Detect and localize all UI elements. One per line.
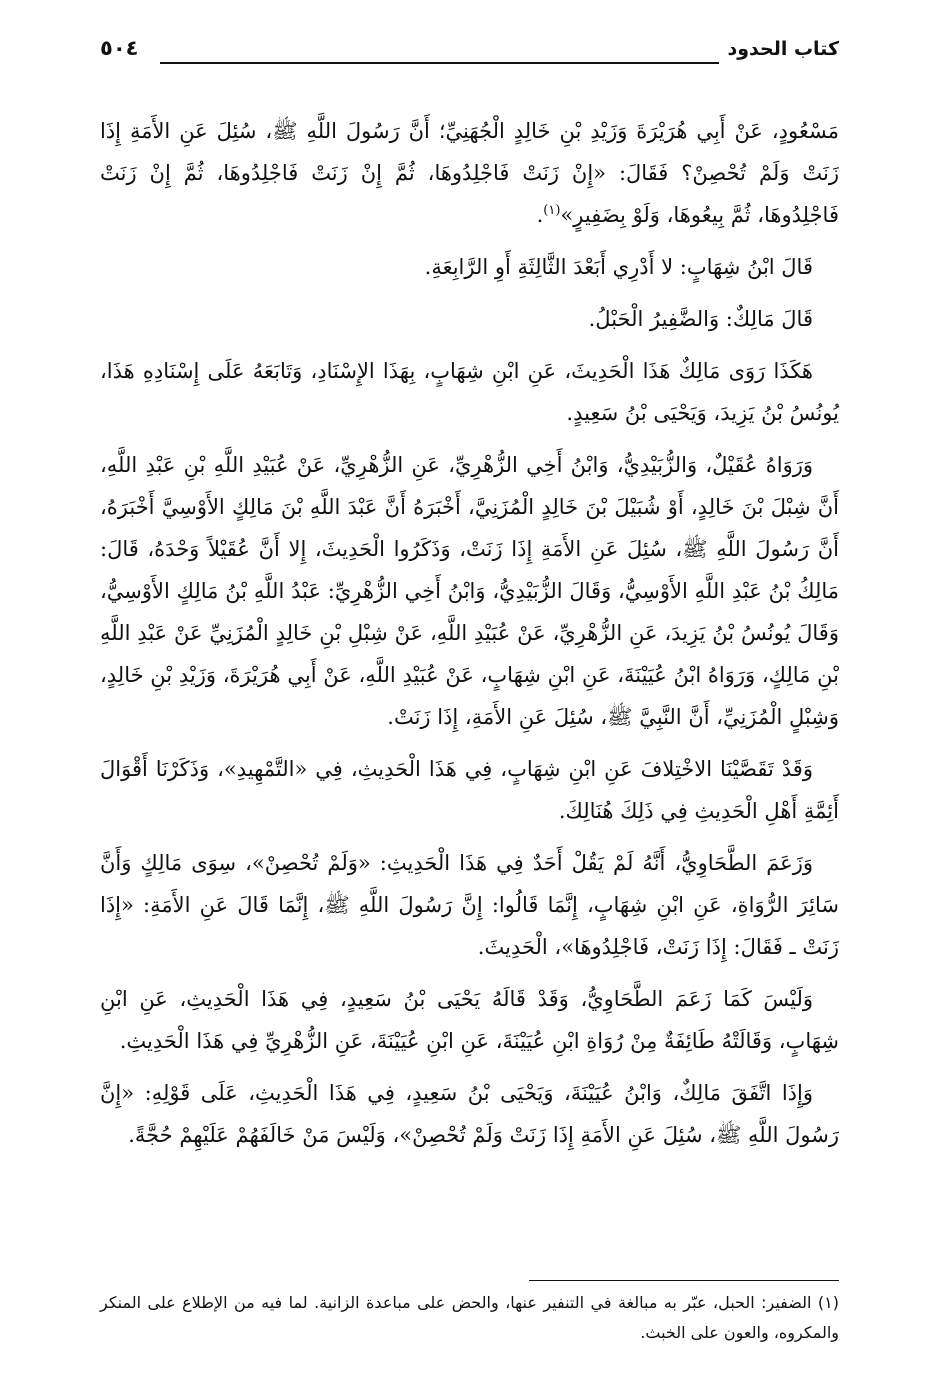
paragraph-narration: هَكَذَا رَوَى مَالِكٌ هَذَا الْحَدِيثَ، عَنِ ابْنِ شِهَابٍ، بِهَذَا الإِسْنَادِ، وَتَابَعَهُ عَلَى إِسْنَادِهِ هَذَا، يُونُسُ بْنُ يَزِيدَ، وَيَحْيَى بْنُ سَعِيدٍ. (100, 359, 839, 425)
paragraph-rebuttal: وَلَيْسَ كَمَا زَعَمَ الطَّحَاوِيُّ، وَقَدْ قَالَهُ يَحْيَى بْنُ سَعِيدٍ، فِي هَذَا الْحَدِيثِ، عَنِ ابْنِ شِهَابٍ، وَقَالَتْهُ طَائِفَةٌ مِنْ رُوَاةِ ابْنِ عُيَيْنَةَ، عَنِ ابْنِ عُيَيْنَةَ، عَنِ الزُّهْرِيِّ فِي هَذَا الْحَدِيثِ. (100, 987, 839, 1053)
book-title: كتاب الحدود (727, 38, 839, 60)
hadith-text: مَسْعُودٍ، عَنْ أَبِي هُرَيْرَةَ وَزَيْدِ بْنِ خَالِدٍ الْجُهَنِيِّ؛ أَنَّ رَسُولَ اللَّهِ ﷺ، سُئِلَ عَنِ الأَمَةِ إِذَا زَنَتْ وَلَمْ تُحْصِنْ؟ فَقَالَ: «إِنْ زَنَتْ فَاجْلِدُوهَا، ثُمَّ إِنْ زَنَتْ فَاجْلِدُوهَا، ثُمَّ إِنْ زَنَتْ فَاجْلِدُوهَا، ثُمَّ بِيعُوهَا، وَلَوْ بِضَفِيرٍ» (100, 119, 839, 227)
paragraph-ibn-shihab: قَالَ ابْنُ شِهَابٍ: لا أَدْرِي أَبَعْدَ الثَّالِثَةِ أَوِ الرَّابِعَةِ. (424, 255, 813, 279)
footnote: (١) الضفير: الحبل، عبّر به مبالغة في التنفير عنها، والحض على مباعدة الزانية. لما فيه من الإطلاع على المنكر والمكروه، والعون على الخبث. (100, 1293, 839, 1342)
footnote-reference: (١) (543, 203, 561, 218)
page-number: ٥٠٤ (100, 36, 139, 60)
running-header (100, 30, 839, 70)
paragraph-tamhid: وَقَدْ تَقَصَّيْنَا الاخْتِلافَ عَنِ ابْنِ شِهَابٍ، فِي هَذَا الْحَدِيثِ، فِي «التَّمْهِيدِ»، وَذَكَرْنَا أَقْوَالَ أَئِمَّةِ أَهْلِ الْحَدِيثِ فِي ذَلِكَ هُنَالِكَ. (100, 757, 839, 823)
main-text (100, 110, 839, 1166)
paragraph-tahawi: وَزَعَمَ الطَّحَاوِيُّ، أَنَّهُ لَمْ يَقُلْ أَحَدٌ فِي هَذَا الْحَدِيثِ: «وَلَمْ تُحْصِنْ»، سِوَى مَالِكٍ وَأَنَّ سَائِرَ الرُّوَاةِ، عَنِ ابْنِ شِهَابٍ، إِنَّمَا قَالُوا: إِنَّ رَسُولَ اللَّهِ ﷺ، إِنَّمَا قَالَ عَنِ الأَمَةِ: «إِذَا زَنَتْ ـ فَقَالَ: إِذَا زَنَتْ، فَاجْلِدُوهَا»، الْحَدِيثَ. (100, 851, 839, 959)
paragraph-isnad-variants: وَرَوَاهُ عُقَيْلٌ، وَالزُّبَيْدِيُّ، وَابْنُ أَخِي الزُّهْرِيِّ، عَنِ الزُّهْرِيِّ، عَنْ عُبَيْدِ اللَّهِ بْنِ عَبْدِ اللَّهِ، أَنَّ شِبْلَ بْنَ خَالِدٍ، أَوْ شُبَيْلَ بْنَ خَالِدٍ الْمُزَنِيَّ، أَخْبَرَهُ أَنَّ عَبْدَ اللَّهِ بْنَ مَالِكٍ الأَوْسِيَّ أَخْبَرَهُ، أَنَّ رَسُولَ اللَّهِ ﷺ، سُئِلَ عَنِ الأَمَةِ إِذَا زَنَتْ، وَذَكَرُوا الْحَدِيثَ، إِلا أَنَّ عُقَيْلاً وَحْدَهُ، قَالَ: مَالِكُ بْنُ عَبْدِ اللَّهِ الأَوْسِيُّ، وَقَالَ الزُّبَيْدِيُّ، وَابْنُ أَخِي الزُّهْرِيِّ: عَبْدُ اللَّهِ بْنُ مَالِكٍ الأَوْسِيُّ، وَقَالَ يُونُسُ بْنُ يَزِيدَ، عَنِ الزُّهْرِيِّ، عَنْ عُبَيْدِ اللَّهِ، عَنْ شِبْلِ بْنِ خَالِدٍ الْمُزَنِيِّ عَنْ عَبْدِ اللَّهِ بْنِ مَالِكٍ، وَرَوَاهُ ابْنُ عُيَيْنَةَ، عَنِ ابْنِ شِهَابٍ، عَنْ عُبَيْدِ اللَّهِ، عَنْ أَبِي هُرَيْرَةَ، وَزَيْدِ بْنِ خَالِدٍ، وَشِبْلٍ الْمُزَنِيِّ، أَنَّ النَّبِيَّ ﷺ، سُئِلَ عَنِ الأَمَةِ، إِذَا زَنَتْ. (100, 453, 839, 729)
paragraph-conclusion: وَإِذَا اتَّفَقَ مَالِكٌ، وَابْنُ عُيَيْنَةَ، وَيَحْيَى بْنُ سَعِيدٍ، فِي هَذَا الْحَدِيثِ، عَلَى قَوْلِهِ: «إِنَّ رَسُولَ اللَّهِ ﷺ، سُئِلَ عَنِ الأَمَةِ إِذَا زَنَتْ وَلَمْ تُحْصِنْ»، وَلَيْسَ مَنْ خَالَفَهُمْ عَلَيْهِمْ حُجَّةً. (100, 1081, 839, 1147)
paragraph-malik: قَالَ مَالِكٌ: وَالضَّفِيرُ الْحَبْلُ. (588, 307, 813, 331)
header-rule (160, 62, 719, 64)
hadith-end: . (536, 203, 544, 227)
paragraph-hadith (100, 110, 839, 236)
footnote-rule (529, 1280, 839, 1281)
